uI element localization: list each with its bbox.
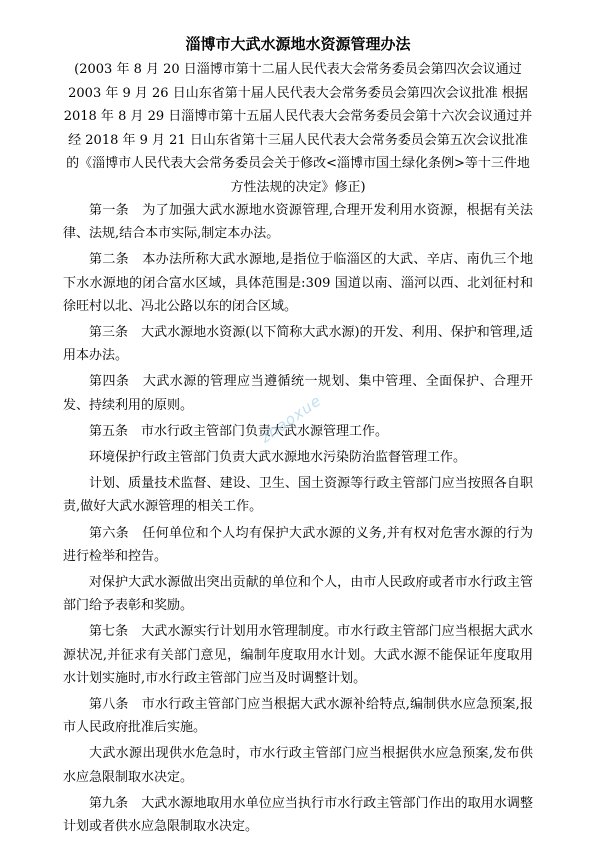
article-4: 第四条 大武水源的管理应当遵循统一规划、集中管理、全面保护、合理开发、持续利用的原则。 (63, 374, 533, 413)
article-1: 第一条 为了加强大武水源地水资源管理,合理开发利用水资源，根据有关法律、法规,结合本市实际,制定本办法。 (63, 203, 533, 242)
article-6: 第六条 任何单位和个人均有保护大武水源的义务,并有权对危害水源的行为进行检举和控告。 (63, 525, 533, 564)
document-body (63, 199, 533, 838)
article-8: 第八条 市水行政主管部门应当根据大武水源补给特点,编制供水应急预案,报市人民政府批准后实施。 (63, 697, 533, 736)
article-2: 第二条 本办法所称大武水源地,是指位于临淄区的大武、辛店、南仇三个地下水水源地的闭合富水区域，具体范围是:309 国道以南、淄河以西、北刘征村和徐旺村以北、冯北公路以东的闭合区域。 (63, 252, 533, 314)
document-preamble: (2003 年 8 月 20 日淄博市第十二届人民代表大会常务委员会第四次会议通过 2003 年 9 月 26 日山东省第十届人民代表大会常务委员会第四次会议批准 根据 2018 年 8 月 29 日淄博市第十五届人民代表大会常务委员会第十六次会议通过并经 2018 年 9 月 21 日山东省第十三届人民代表大会常务委员会第五次会议批准的《淄博市人民代表大会常务委员会关于修改<淄博市国土绿化条例>等十三件地方性法规的决定》修正) (63, 62, 533, 195)
article-5: 第五条 市水行政主管部门负责大武水源管理工作。 (89, 423, 389, 439)
article-6-para-2: 对保护大武水源做出突出贡献的单位和个人，由市人民政府或者市水行政主管部门给予表彰和奖励。 (63, 575, 533, 614)
article-5-para-3: 计划、质量技术监督、建设、卫生、国土资源等行政主管部门应当按照各自职责,做好大武水源管理的相关工作。 (63, 476, 533, 515)
article-5-para-2: 环境保护行政主管部门负责大武水源地水污染防治监督管理工作。 (89, 450, 467, 466)
article-7: 第七条 大武水源实行计划用水管理制度。市水行政主管部门应当根据大武水源状况,并征求有关部门意见，编制年度取用水计划。大武水源不能保证年度取用水计划实施时,市水行政主管部门应当及时调整计划。 (63, 624, 533, 686)
article-9: 第九条 大武水源地取用水单位应当执行市水行政主管部门作出的取用水调整计划或者供水应急限制取水决定。 (63, 795, 533, 835)
document-page (63, 34, 533, 841)
watermark-logo: zhaoxue (256, 391, 325, 447)
document-title: 淄博市大武水源地水资源管理办法 (185, 35, 411, 53)
article-3: 第三条 大武水源地水资源(以下简称大武水源)的开发、利用、保护和管理,适用本办法。 (63, 325, 533, 364)
article-8-para-2: 大武水源出现供水危急时，市水行政主管部门应当根据供水应急预案,发布供水应急限制取水决定。 (63, 746, 533, 785)
